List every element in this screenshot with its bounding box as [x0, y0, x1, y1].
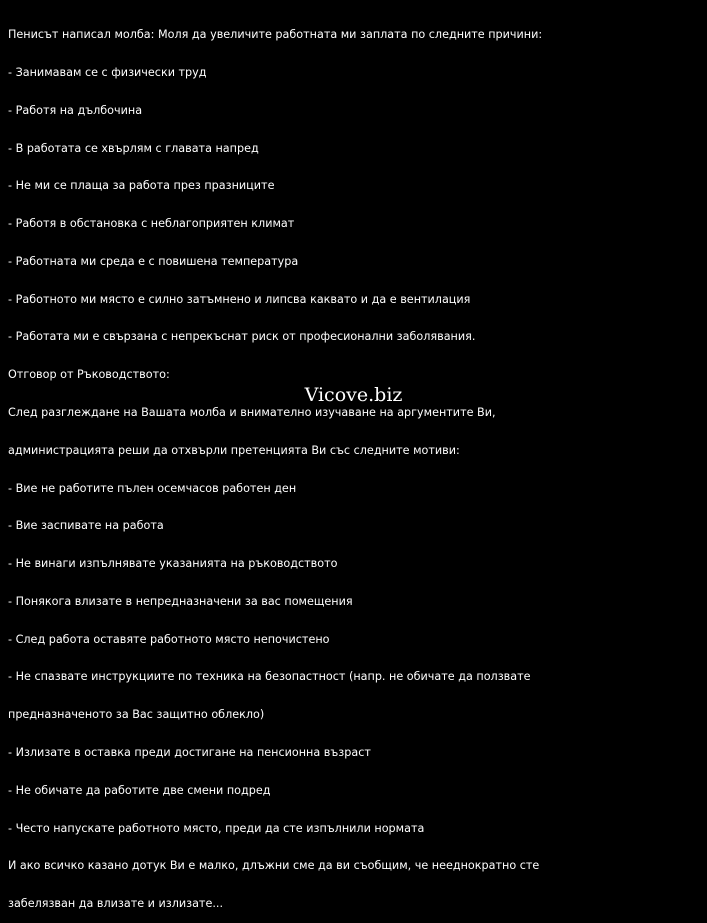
- joke-text: [8, 4, 703, 923]
- joke-line: - Работата ми е свързана с непрекъснат риск от професионални заболявания.: [8, 330, 476, 344]
- joke-line: - Работната ми среда е с повишена температура: [8, 254, 299, 268]
- joke-line: - След работа оставяте работното място непочистено: [8, 632, 330, 646]
- joke-line: - Вие заспивате на работа: [8, 519, 164, 533]
- joke-line: - Не спазвате инструкциите по техника на безопастност (напр. не обичате да ползвате: [8, 670, 531, 684]
- joke-line: - Излизате в оставка преди достигане на пенсионна възраст: [8, 746, 371, 760]
- joke-line: - Не винаги изпълнявате указанията на ръководството: [8, 557, 338, 571]
- joke-line: - Работното ми място е силно затъмнено и липсва каквато и да е вентилация: [8, 292, 471, 306]
- joke-line: - В работата се хвърлям с главата напред: [8, 141, 259, 155]
- joke-line: предназначеното за Вас защитно облекло): [8, 708, 265, 722]
- joke-line: - Работя в обстановка с неблагоприятен климат: [8, 217, 295, 231]
- joke-line: администрацията реши да отхвърли претенцията Ви със следните мотиви:: [8, 443, 460, 457]
- joke-line: - Често напускате работното място, преди да сте изпълнили нормата: [8, 821, 425, 835]
- joke-line: - Вие не работите пълен осемчасов работен ден: [8, 481, 297, 495]
- joke-line: Отговор от Ръководството:: [8, 368, 170, 382]
- joke-line: - Не обичате да работите две смени подред: [8, 783, 271, 797]
- joke-line: забелязван да влизате и излизате...: [8, 897, 223, 911]
- joke-line: След разглеждане на Вашата молба и внимателно изучаване на аргументите Ви,: [8, 406, 496, 419]
- joke-line: - Работя на дълбочина: [8, 103, 143, 117]
- joke-line: - Понякога влизате в непредназначени за вас помещения: [8, 594, 353, 608]
- joke-line: И ако всичко казано дотук Ви е малко, длъжни сме да ви съобщим, че нееднократно сте: [8, 859, 540, 873]
- joke-line: Пенисът написал молба: Моля да увеличите работната ми заплата по следните причини:: [8, 28, 543, 42]
- joke-line: - Не ми се плаща за работа през празниците: [8, 179, 275, 193]
- site-watermark: Vicove.biz: [304, 384, 403, 406]
- joke-line: - Занимавам се с физически труд: [8, 65, 207, 79]
